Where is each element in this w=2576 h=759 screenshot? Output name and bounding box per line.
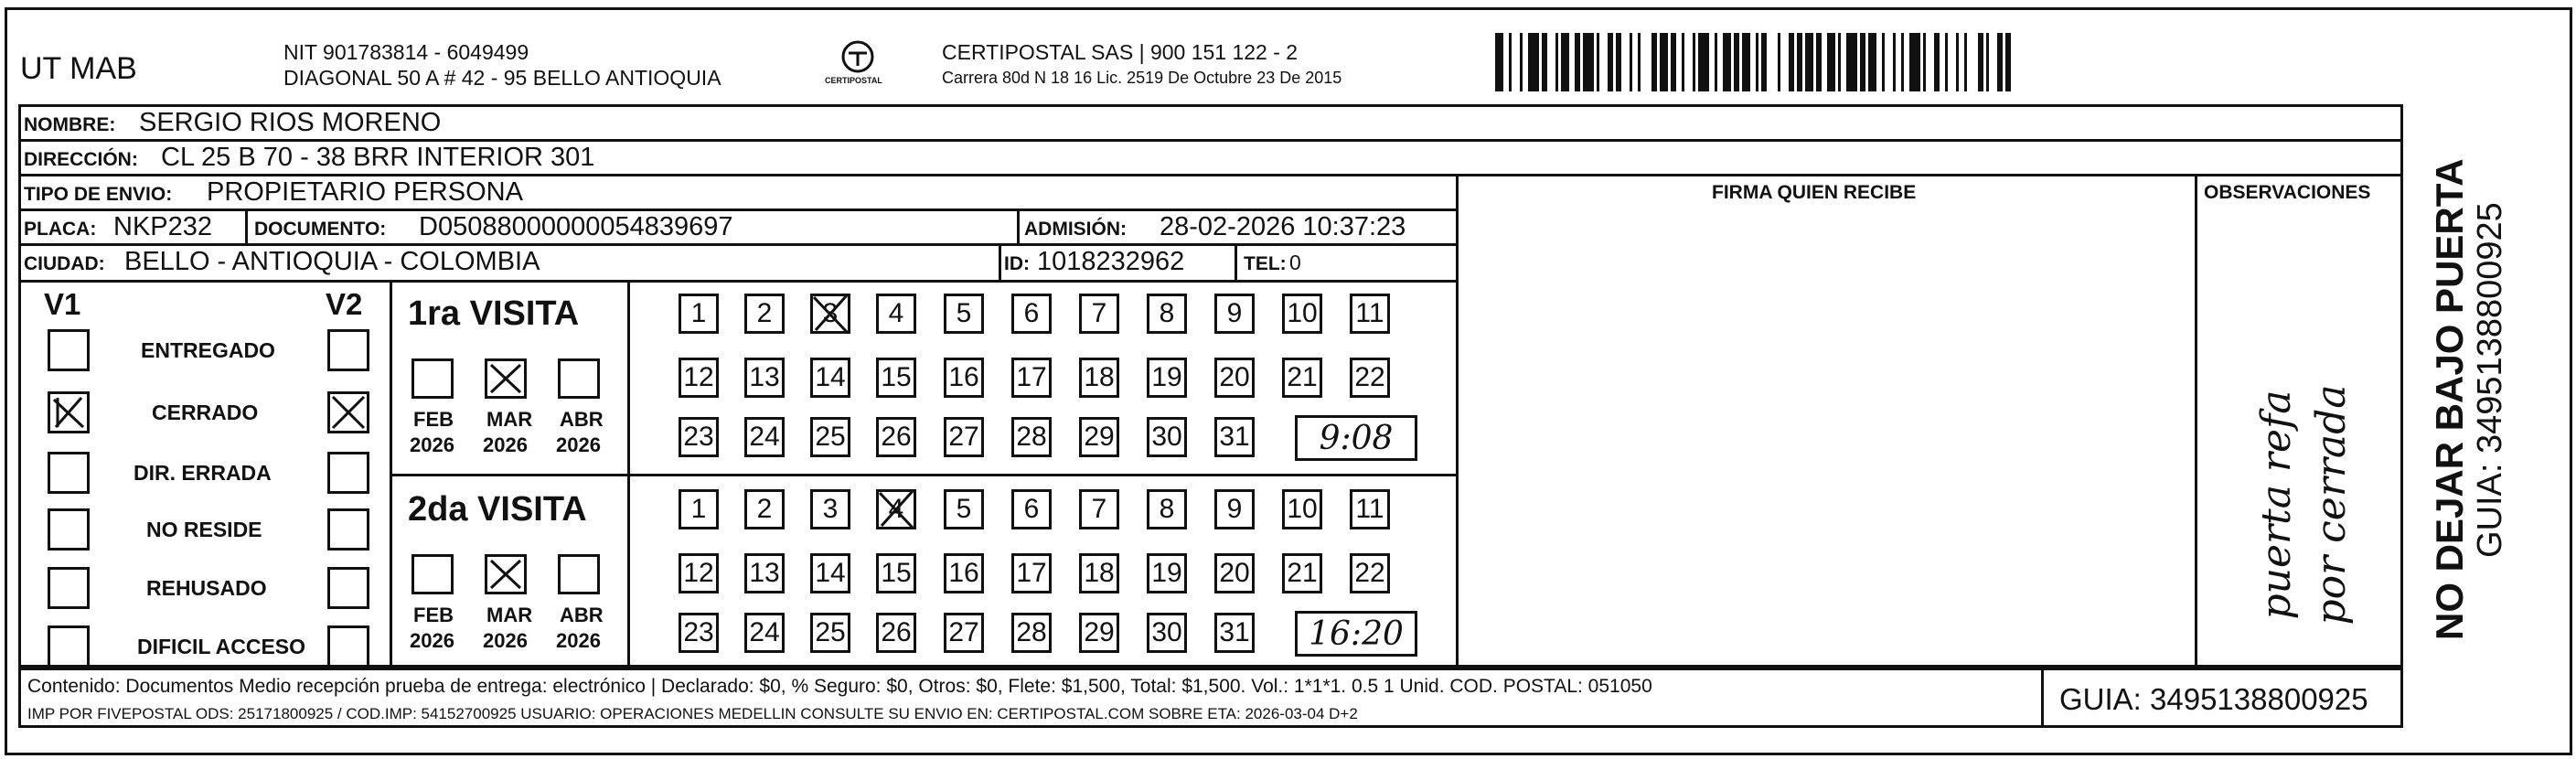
status-option-label: NO RESIDE	[146, 518, 262, 541]
day-cell[interactable]: 1	[679, 489, 719, 529]
visit-time[interactable]: 9:08	[1295, 415, 1417, 461]
month-label: ABR	[560, 604, 604, 626]
day-cell[interactable]: 30	[1147, 417, 1187, 457]
day-cell[interactable]: 24	[744, 613, 785, 653]
day-cell[interactable]: 7	[1079, 489, 1119, 529]
month-label: ABR	[560, 408, 604, 431]
direccion-value: CL 25 B 70 - 38 BRR INTERIOR 301	[161, 143, 595, 172]
barcode-bar	[1495, 33, 1503, 91]
day-cell[interactable]: 2	[744, 489, 785, 529]
barcode-bar	[1575, 33, 1580, 91]
day-cell[interactable]: 19	[1147, 553, 1187, 593]
barcode-bar	[1827, 33, 1835, 91]
day-cell[interactable]: 27	[944, 417, 984, 457]
day-cell[interactable]: 19	[1147, 358, 1187, 398]
day-cell[interactable]: 14	[810, 553, 850, 593]
barcode-bar	[1698, 33, 1709, 91]
footer-guia-divider	[2041, 668, 2044, 728]
barcode-bar	[1945, 33, 1948, 91]
barcode-bar	[1978, 33, 1983, 91]
observaciones-divider	[2195, 174, 2197, 668]
barcode-bar	[1542, 33, 1547, 91]
cell-divider	[1235, 243, 1237, 280]
v1-label: V1	[44, 287, 81, 321]
barcode-bar	[1816, 33, 1822, 91]
day-cell[interactable]: 25	[810, 613, 850, 653]
barcode-bar	[1638, 33, 1641, 91]
status-option-label: DIR. ERRADA	[134, 461, 272, 485]
barcode-bar	[1901, 33, 1904, 91]
day-cell[interactable]: 13	[744, 553, 785, 593]
barcode-bar	[1761, 33, 1767, 91]
certipostal-logo-icon	[819, 38, 896, 93]
day-cell[interactable]: 8	[1147, 294, 1187, 334]
firma-divider	[1456, 174, 1459, 668]
day-cell[interactable]: 15	[876, 358, 916, 398]
v2-checkbox[interactable]	[327, 625, 369, 668]
day-cell[interactable]: 31	[1214, 417, 1255, 457]
month-label: FEB	[413, 604, 454, 626]
day-mark-icon	[810, 294, 852, 336]
placa-value: NKP232	[113, 212, 213, 241]
cell-divider	[1017, 208, 1020, 243]
barcode-bar	[1964, 33, 1967, 91]
side-warning: NO DEJAR BAJO PUERTA	[2428, 158, 2471, 640]
barcode-bar	[1555, 33, 1558, 91]
ciudad-value: BELLO - ANTIOQUIA - COLOMBIA	[124, 247, 540, 276]
day-cell[interactable]: 27	[944, 613, 984, 653]
day-mark-icon	[876, 489, 918, 531]
day-cell[interactable]: 5	[944, 294, 984, 334]
day-cell[interactable]: 11	[1350, 489, 1390, 529]
tel-label: TEL:	[1244, 253, 1287, 274]
v1-checkbox[interactable]	[48, 508, 90, 551]
day-cell[interactable]: 29	[1079, 417, 1119, 457]
day-cell[interactable]: 22	[1350, 358, 1390, 398]
nit: NIT 901783814 - 6049499	[283, 40, 529, 64]
barcode-bar	[1789, 33, 1794, 91]
v1-checkbox[interactable]	[48, 567, 90, 609]
barcode-bar	[1651, 33, 1657, 91]
barcode-bar	[1608, 33, 1613, 91]
month-checkbox[interactable]	[558, 554, 600, 594]
day-cell[interactable]: 6	[1011, 489, 1052, 529]
barcode-bar	[1805, 33, 1813, 91]
day-cell[interactable]: 9	[1214, 489, 1255, 529]
barcode-bar	[1860, 33, 1865, 91]
barcode-bar	[1838, 33, 1841, 91]
barcode-bar	[1693, 33, 1695, 91]
day-cell[interactable]: 23	[679, 613, 719, 653]
visit-title: 2da VISITA	[408, 490, 587, 529]
nombre-value: SERGIO RIOS MORENO	[139, 108, 442, 137]
day-cell[interactable]: 1	[679, 294, 719, 334]
tipo-envio-label: TIPO DE ENVIO:	[24, 184, 173, 205]
row-divider	[18, 243, 1458, 246]
barcode-bar	[1723, 33, 1731, 91]
barcode	[1495, 33, 2227, 91]
cell-divider	[999, 243, 1001, 280]
barcode-bar	[1882, 33, 1885, 91]
month-checkbox[interactable]	[485, 554, 527, 594]
v1-checkbox[interactable]	[48, 452, 90, 494]
day-cell[interactable]: 21	[1282, 358, 1322, 398]
year-label: 2026	[410, 433, 454, 456]
day-cell[interactable]: 18	[1079, 553, 1119, 593]
month-checkbox[interactable]	[412, 554, 454, 594]
barcode-bar	[1597, 33, 1599, 91]
cell-divider	[245, 208, 248, 243]
year-label: 2026	[483, 629, 528, 652]
barcode-bar	[1682, 33, 1684, 91]
placa-label: PLACA:	[24, 219, 97, 240]
v2-checkbox[interactable]	[327, 391, 369, 433]
barcode-bar	[1934, 33, 1940, 91]
observaciones-label: OBSERVACIONES	[2204, 182, 2371, 203]
documento-label: DOCUMENTO:	[254, 219, 387, 240]
day-cell[interactable]: 6	[1011, 294, 1052, 334]
row-divider	[18, 280, 1458, 283]
month-checkbox[interactable]	[412, 358, 454, 399]
direccion-label: DIRECCIÓN:	[24, 149, 138, 170]
year-label: 2026	[410, 629, 454, 652]
day-cell[interactable]: 2	[744, 294, 785, 334]
v2-checkbox[interactable]	[327, 452, 369, 494]
barcode-bar	[1797, 33, 1802, 91]
barcode-bar	[1997, 33, 2003, 91]
footer-guia: GUIA: 3495138800925	[2059, 682, 2368, 716]
barcode-bar	[1909, 33, 1920, 91]
barcode-bar	[1630, 33, 1632, 91]
v2-label: V2	[326, 287, 363, 321]
status-option-label: CERRADO	[152, 401, 259, 424]
company-name: UT MAB	[20, 51, 137, 86]
month-checkbox[interactable]	[558, 358, 600, 399]
day-cell[interactable]: 20	[1214, 358, 1255, 398]
day-cell[interactable]: 10	[1282, 294, 1322, 334]
month-label: FEB	[413, 408, 454, 431]
status-option-label: ENTREGADO	[141, 338, 275, 362]
day-cell[interactable]: 9	[1214, 294, 1255, 334]
row-divider	[18, 139, 2403, 142]
barcode-bar	[1715, 33, 1717, 91]
barcode-bar	[1923, 33, 1926, 91]
day-cell[interactable]: 8	[1147, 489, 1187, 529]
day-cell[interactable]: 30	[1147, 613, 1187, 653]
day-cell[interactable]: 3	[810, 294, 850, 334]
day-cell[interactable]: 26	[876, 613, 916, 653]
visit-time[interactable]: 16:20	[1295, 611, 1417, 657]
day-cell[interactable]: 4	[876, 294, 916, 334]
id-value: 1018232962	[1037, 247, 1185, 276]
day-cell[interactable]: 14	[810, 358, 850, 398]
observaciones-handwriting	[2204, 265, 2359, 649]
day-cell[interactable]: 28	[1011, 417, 1052, 457]
barcode-bar	[2005, 33, 2011, 91]
status-option-label: DIFICIL ACCESO	[137, 635, 306, 658]
observaciones-line-1: puerta refa	[2253, 390, 2300, 620]
observaciones-line-2: por cerrada	[2308, 384, 2355, 625]
firma-label: FIRMA QUIEN RECIBE	[1712, 182, 1917, 203]
barcode-bar	[1778, 33, 1780, 91]
row-divider	[18, 208, 1458, 211]
side-guia: GUIA: 3495138800925	[2471, 202, 2509, 558]
barcode-bar	[1583, 33, 1594, 91]
day-cell[interactable]: 12	[679, 553, 719, 593]
ciudad-label: CIUDAD:	[24, 253, 105, 274]
v2-checkbox[interactable]	[327, 508, 369, 551]
year-label: 2026	[483, 433, 528, 456]
barcode-bar	[1671, 33, 1676, 91]
barcode-bar	[1986, 33, 1989, 91]
check-mark-icon	[50, 394, 87, 431]
year-label: 2026	[556, 629, 601, 652]
day-cell[interactable]: 16	[944, 358, 984, 398]
month-label: MAR	[486, 408, 533, 431]
v1-checkbox[interactable]	[48, 625, 90, 668]
id-label: ID:	[1004, 253, 1030, 274]
day-cell[interactable]: 31	[1214, 613, 1255, 653]
row-divider	[18, 174, 2403, 176]
barcode-bar	[1561, 33, 1569, 91]
day-cell[interactable]: 17	[1011, 358, 1052, 398]
month-checkbox[interactable]	[485, 358, 527, 399]
barcode-bar	[1756, 33, 1758, 91]
year-label: 2026	[556, 433, 601, 456]
nombre-label: NOMBRE:	[24, 114, 116, 135]
barcode-bar	[1660, 33, 1668, 91]
barcode-bar	[1509, 33, 1512, 91]
tipo-envio-value: PROPIETARIO PERSONA	[207, 177, 523, 207]
day-cell[interactable]: 11	[1350, 294, 1390, 334]
barcode-bar	[1956, 33, 1959, 91]
barcode-bar	[1846, 33, 1857, 91]
day-cell[interactable]: 23	[679, 417, 719, 457]
day-cell[interactable]: 20	[1214, 553, 1255, 593]
day-cell[interactable]: 7	[1079, 294, 1119, 334]
documento-value: D05088000000054839697	[419, 212, 733, 241]
barcode-bar	[1742, 33, 1750, 91]
day-cell[interactable]: 26	[876, 417, 916, 457]
day-cell[interactable]: 24	[744, 417, 785, 457]
barcode-bar	[1528, 33, 1539, 91]
day-cell[interactable]: 17	[1011, 553, 1052, 593]
day-cell[interactable]: 10	[1282, 489, 1322, 529]
admision-label: ADMISIÓN:	[1024, 219, 1127, 240]
day-cell[interactable]: 22	[1350, 553, 1390, 593]
visit-title: 1ra VISITA	[408, 294, 580, 333]
day-cell[interactable]: 15	[876, 553, 916, 593]
barcode-bar	[1520, 33, 1523, 91]
day-cell[interactable]: 16	[944, 553, 984, 593]
day-cell[interactable]: 28	[1011, 613, 1052, 653]
barcode-bar	[1893, 33, 1896, 91]
check-mark-icon	[487, 361, 524, 396]
day-cell[interactable]: 3	[810, 489, 850, 529]
barcode-bar	[1734, 33, 1739, 91]
visit-row-divider	[390, 474, 1458, 476]
admision-value: 28-02-2026 10:37:23	[1160, 212, 1406, 241]
day-cell[interactable]: 29	[1079, 613, 1119, 653]
certipostal-logo	[819, 38, 896, 93]
v2-checkbox[interactable]	[327, 567, 369, 609]
day-cell[interactable]: 25	[810, 417, 850, 457]
logo-text: CERTIPOSTAL	[825, 76, 882, 85]
footer-impresion: IMP POR FIVEPOSTAL ODS: 25171800925 / COD.IMP: 54152700925 USUARIO: OPERACIONES MEDELLIN CONSULTE SU ENVIO EN: CERTIPOSTAL.COM SOBRE ETA: 2026-03-04 D+2	[27, 705, 1358, 722]
check-mark-icon	[330, 394, 367, 431]
day-cell[interactable]: 5	[944, 489, 984, 529]
certipostal-title: CERTIPOSTAL SAS | 900 151 122 - 2	[942, 40, 1299, 64]
v1-checkbox[interactable]	[48, 391, 90, 433]
day-cell[interactable]: 4	[876, 489, 916, 529]
v2-checkbox[interactable]	[327, 329, 369, 371]
day-cell[interactable]: 21	[1282, 553, 1322, 593]
company-address: DIAGONAL 50 A # 42 - 95 BELLO ANTIOQUIA	[283, 66, 721, 90]
barcode-bar	[1616, 33, 1621, 91]
day-cell[interactable]: 18	[1079, 358, 1119, 398]
month-label: MAR	[486, 604, 533, 626]
v1-checkbox[interactable]	[48, 329, 90, 371]
tel-value: 0	[1289, 251, 1301, 274]
status-option-label: REHUSADO	[146, 576, 267, 600]
day-cell[interactable]: 12	[679, 358, 719, 398]
footer-contenido: Contenido: Documentos Medio recepción prueba de entrega: electrónico | Declarado: $0, % Seguro: $0, Otros: $0, Flete: $1,500, Total: $1,500. Vol.: 1*1*1. 0.5 1 Unid. COD. POSTAL: 051050	[27, 676, 1652, 697]
certipostal-license: Carrera 80d N 18 16 Lic. 2519 De Octubre 23 De 2015	[942, 69, 1342, 87]
check-mark-icon	[487, 557, 524, 592]
day-cell[interactable]: 13	[744, 358, 785, 398]
barcode-bar	[1868, 33, 1876, 91]
